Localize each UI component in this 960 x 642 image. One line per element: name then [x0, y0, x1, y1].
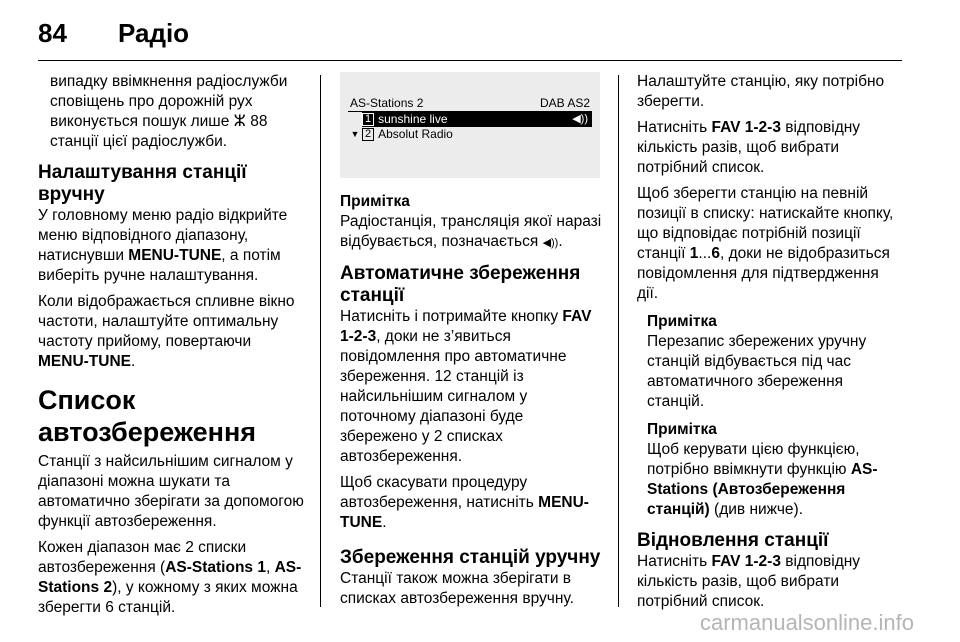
autostore-paragraph-2: Кожен діапазон має 2 списки автозбереження (AS-Stations 1, AS-Stations 2), у кожному з яких можна зберегти 6 станцій.: [38, 539, 302, 616]
note-title: Примітка: [340, 193, 410, 210]
note-box: [340, 192, 602, 253]
note-text: Радіостанція, трансляція якої наразі відбувається, позначається ◀)).: [340, 213, 602, 250]
heading-manual-save: Збереження станцій уручну: [340, 547, 601, 568]
heading-restore-station: Відновлення станції: [637, 530, 829, 551]
speaker-icon: ◀)): [542, 237, 559, 249]
page-number: 84: [38, 18, 67, 48]
manual-save-paragraph: Станції також можна зберігати в списках автозбереження вручну.: [340, 570, 574, 607]
heading-manual-tuning: Налаштування станції вручну: [38, 162, 247, 205]
band-label: DAB AS2: [539, 96, 590, 110]
heading-autostore-list: Список автозбереження: [38, 385, 257, 447]
autosave-paragraph-1: Натисніть і потримайте кнопку FAV 1-2-3, доки не з’явиться повідомлення про автоматичне збереження. 12 станцій із найсильнішим сигналом у поточному діапазоні буде збережено у 2 списках автозбереження.: [340, 308, 592, 465]
col3-paragraph-3: Щоб зберегти станцію на певній позиції в списку: натискайте кнопку, що відповідає потрібній позиції станції 1...6, доки не відобразиться повідомлення для підтвердження дії.: [637, 185, 894, 302]
radio-display-illustration: [340, 72, 600, 178]
note-text: Щоб керувати цією функцією, потрібно ввімкнути функцію AS-Stations (Автозбереження станцій) (див нижче).: [647, 441, 878, 518]
station-index: 1: [362, 113, 374, 126]
header-rule: [38, 60, 902, 61]
heading-auto-save: Автоматичне збереження станції: [340, 263, 581, 306]
col3-paragraph-1: Налаштуйте станцію, яку потрібно зберегти.: [637, 73, 885, 110]
manual-paragraph-2: Коли відображається спливне вікно частоти, налаштуйте оптимальну частоту прийому, повертаючи MENU-TUNE.: [38, 293, 295, 370]
note-title: Примітка: [647, 313, 717, 330]
note-text: Перезапис збережених уручну станцій відбувається під час автоматичного збереження станцій.: [647, 333, 867, 410]
scroll-down-arrow-icon: ▼: [350, 129, 360, 139]
column-2: [340, 72, 602, 615]
note-box: [647, 420, 903, 520]
cross-reference-icon: ⵣ: [233, 113, 246, 130]
radio-display-header: [348, 96, 592, 112]
column-divider-1: [320, 75, 321, 607]
page-title: Радіо: [118, 18, 190, 48]
station-list-title: AS-Stations 2: [350, 96, 424, 110]
intro-text: випадку ввімкнення радіослужби сповіщень про дорожній рух виконується пошук лише: [50, 73, 288, 130]
cross-reference-page[interactable]: 88: [250, 113, 268, 130]
column-1: [38, 72, 306, 624]
station-row-selected[interactable]: [362, 112, 592, 127]
intro-end-text: станції цієї радіослужби.: [50, 133, 228, 150]
manual-paragraph-1: У головному меню радіо відкрийте меню відповідного діапазону, натиснувши MENU-TUNE, а потім виберіть ручне налаштування.: [38, 207, 288, 284]
station-name: sunshine live: [378, 112, 448, 126]
restore-paragraph: Натисніть FAV 1-2-3 відповідну кількість разів, щоб вибрати потрібний список.: [637, 553, 861, 610]
station-row[interactable]: [348, 127, 592, 142]
intro-paragraph: [50, 72, 306, 152]
column-3: [637, 72, 903, 618]
station-index: 2: [362, 128, 374, 141]
watermark: carmanualsonline.info: [699, 610, 914, 635]
note-title: Примітка: [647, 421, 717, 438]
speaker-icon: ◀)): [572, 113, 588, 125]
note-box: [647, 312, 903, 412]
autostore-paragraph-1: Станції з найсильнішим сигналом у діапазоні можна шукати та автоматично зберігати за допомогою функції автозбереження.: [38, 453, 304, 530]
column-divider-2: [618, 75, 619, 607]
station-name: Absolut Radio: [378, 127, 453, 141]
autosave-paragraph-2: Щоб скасувати процедуру автозбереження, натисніть MENU-TUNE.: [340, 474, 589, 531]
col3-paragraph-2: Натисніть FAV 1-2-3 відповідну кількість разів, щоб вибрати потрібний список.: [637, 119, 861, 176]
